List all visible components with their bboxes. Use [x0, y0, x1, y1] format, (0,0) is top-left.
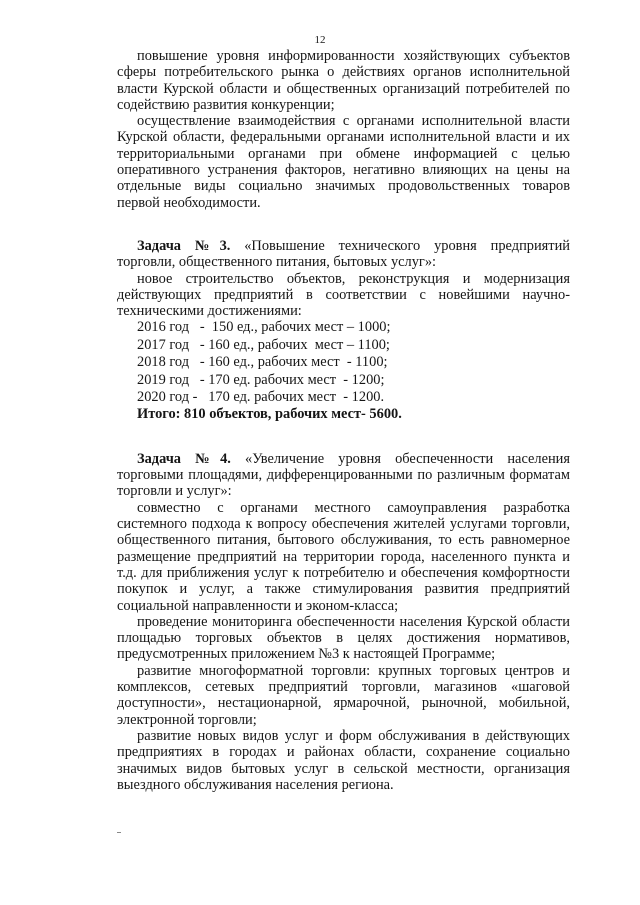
task4-item-4: развитие новых видов услуг и форм обслуживания в действующих предприятиях в городах и районах области, сохранение социально значимых видов бытовых услуг в сельской местности, организация выездного обслуживания населения региона.: [117, 727, 570, 793]
task3-year-2018: 2018 год - 160 ед., рабочих мест - 1100;: [137, 354, 388, 371]
task4-item-3: развитие многоформатной торговли: крупных торговых центров и комплексов, сетевых предприятий торговли, магазинов «шаговой доступности», нестационарной, ярмарочной, рыночной, мобильной, электронной торговли;: [117, 662, 570, 728]
page-number: 12: [314, 34, 326, 46]
task3-body: новое строительство объектов, реконструкция и модернизация действующих предприятий в соответствии с новейшими научно-техническими достижениями:: [117, 270, 570, 320]
task3-year-2020: 2020 год - 170 ед. рабочих мест - 1200.: [137, 389, 385, 406]
task3-total: Итого: 810 объектов, рабочих мест- 5600.: [137, 406, 402, 423]
task4-item-2: проведение мониторинга обеспеченности населения Курской области площадью торговых объектов в целях достижения нормативов, предусмотренных приложением №3 к настоящей Программе;: [117, 613, 570, 663]
page-content: [117, 48, 570, 793]
task3-year-2019: 2019 год - 170 ед. рабочих мест - 1200;: [137, 371, 385, 388]
task3-heading: [117, 238, 570, 271]
intro-paragraph-1: повышение уровня информированности хозяйствующих субъектов сферы потребительского рынка о действиях органов исполнительной власти Курской области и общественных организаций потребителей по содействию развития конкуренции;: [117, 48, 570, 113]
task4-label: Задача №4.: [137, 450, 231, 467]
task4-heading: [117, 451, 570, 500]
task4-item-1: совместно с органами местного самоуправления разработка системного подхода к вопросу обеспечения жителей услугами торговли, общественного питания, бытового обслуживания, то есть равномерное размещение предприятий на территории города, населенного пункта и т.д. для приближения услуг к потребителю и обеспечения комфортности покупок и услуг, а также стимулирования развития предприятий социальной направленности и эконом-класса;: [117, 499, 570, 614]
task3-year-2016: 2016 год - 150 ед., рабочих мест – 1000;: [137, 319, 391, 336]
task3-label: Задача №3.: [137, 237, 231, 254]
task3-year-2017: 2017 год - 160 ед., рабочих мест – 1100;: [137, 336, 390, 353]
task4-title: «Увеличение уровня обеспеченности населения торговыми площадями, дифференцированными по различным форматам торговли и услуг»:: [117, 450, 570, 500]
task3-title: «Повышение технического уровня предприятий торговли, общественного питания, бытовых услуг»:: [117, 237, 570, 271]
scan-artifact-mark: [117, 832, 121, 833]
intro-paragraph-2: осуществление взаимодействия с органами исполнительной власти Курской области, федеральными органами исполнительной власти и их территориальными органами при обмене информацией с целью оперативного устранения факторов, негативно влияющих на цены на отдельные виды социально значимых продовольственных товаров первой необходимости.: [117, 113, 570, 211]
